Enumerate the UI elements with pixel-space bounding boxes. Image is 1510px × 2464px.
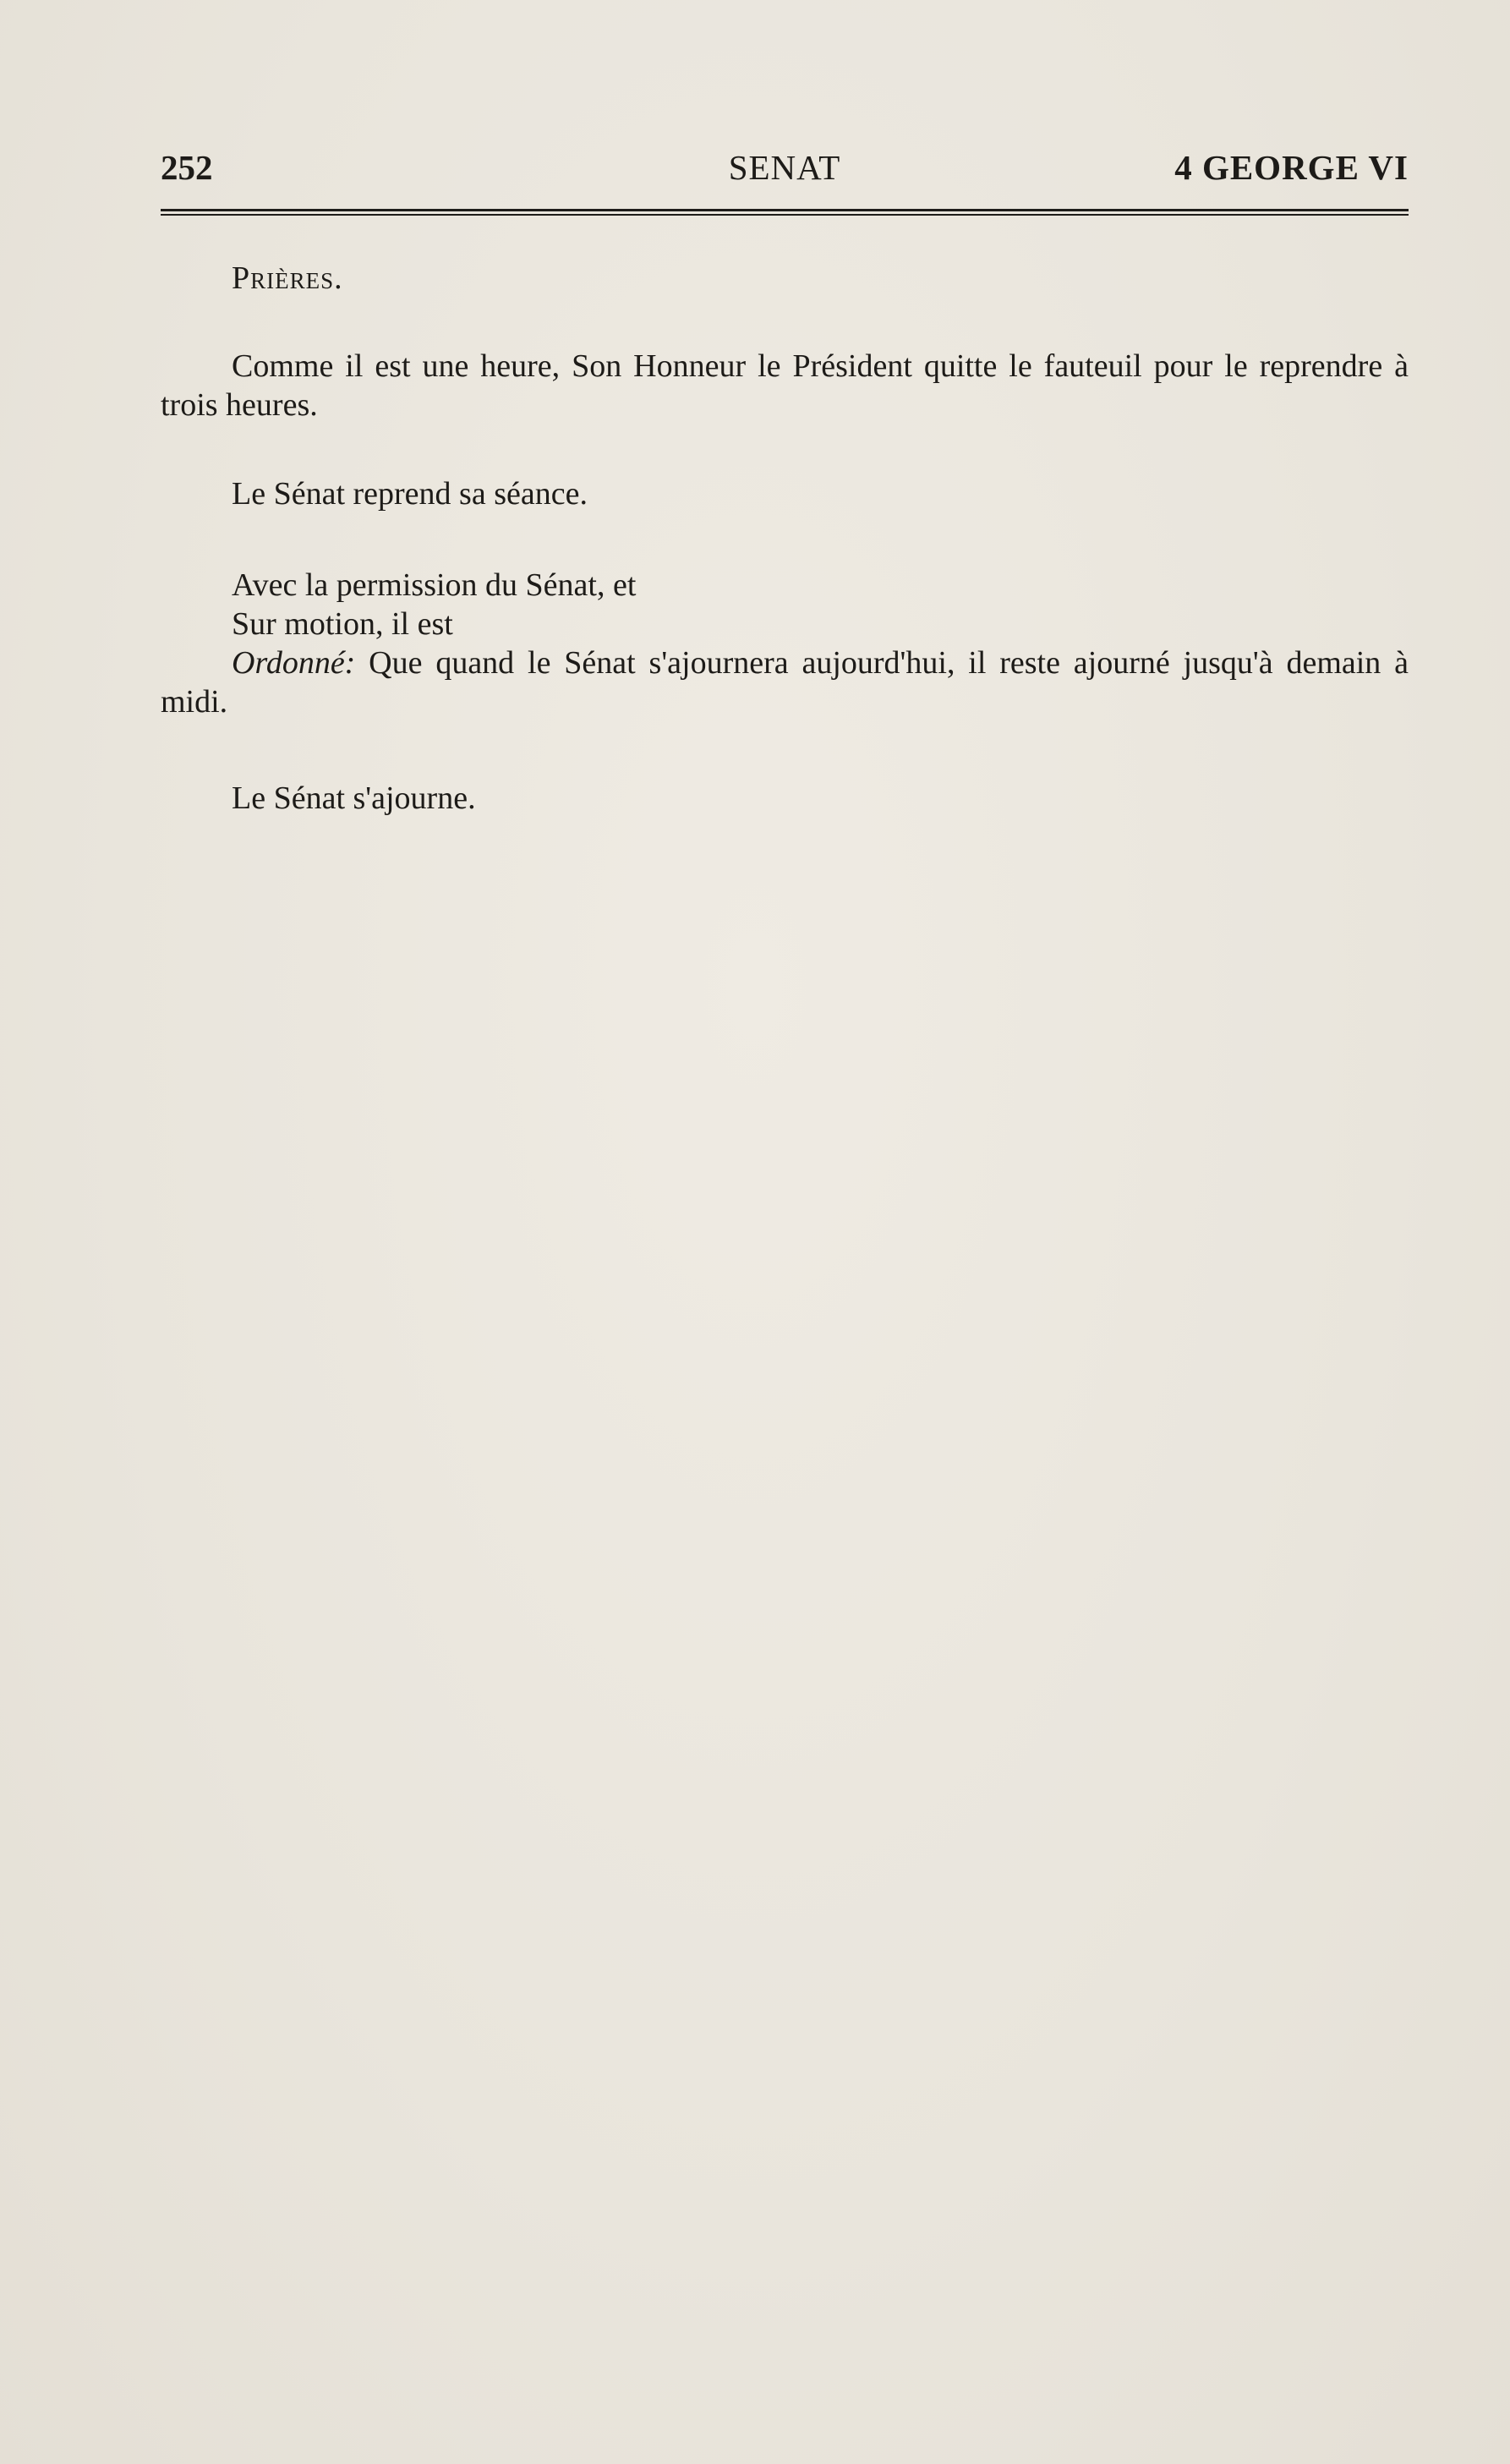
adjournment-paragraph: Comme il est une heure, Son Honneur le Président quitte le fauteuil pour le reprendre à trois heures. — [161, 348, 1409, 423]
permission-line: Avec la permission du Sénat, et — [232, 567, 637, 603]
resume-paragraph-block — [161, 474, 1409, 513]
header-double-rule — [161, 209, 1409, 216]
motion-block — [161, 566, 1409, 721]
order-paragraph — [161, 643, 1409, 721]
running-title: SENAT — [728, 148, 841, 187]
ordonne-label: Ordonné: — [232, 645, 356, 681]
page-header — [161, 142, 1409, 193]
prayers-heading: Prières. — [232, 260, 343, 296]
final-adjournment: Le Sénat s'ajourne. — [232, 780, 476, 816]
adjournment-paragraph-block — [161, 347, 1409, 424]
final-adjournment-block — [161, 779, 1409, 818]
regnal-year: 4 GEORGE VI — [1174, 148, 1409, 187]
order-text: Que quand le Sénat s'ajournera aujourd'hui, il reste ajourné jusqu'à demain à midi. — [161, 645, 1409, 720]
motion-line: Sur motion, il est — [232, 606, 453, 642]
resume-paragraph: Le Sénat reprend sa séance. — [232, 476, 588, 512]
prayers-heading-block — [161, 259, 1409, 298]
page-number: 252 — [161, 148, 213, 187]
